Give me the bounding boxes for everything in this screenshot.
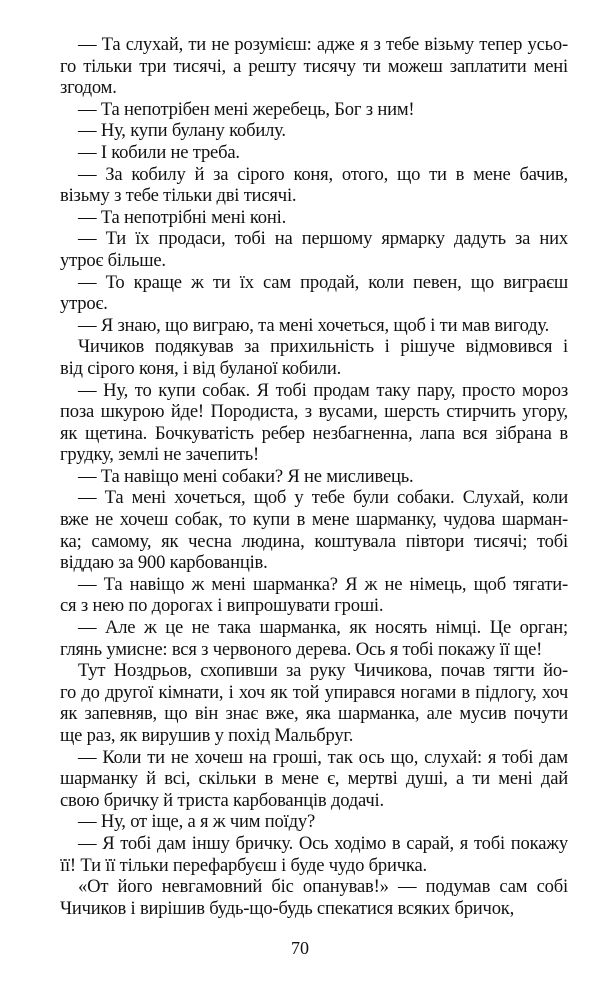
paragraph bbox=[60, 228, 568, 271]
text-line: — Ти їх продаси, тобі на першому ярмарку дадуть за них bbox=[78, 228, 568, 250]
paragraph bbox=[60, 142, 568, 164]
text-line: шарманку й всі, скільки в мене є, мертві душі, а ти мені дай bbox=[60, 768, 568, 790]
text-line: утроє. bbox=[60, 293, 108, 315]
text-line: — І кобили не треба. bbox=[78, 141, 240, 163]
paragraph bbox=[60, 833, 568, 876]
text-line: «От його невгамовний біс опанував!» — подумав сам собі bbox=[78, 876, 568, 898]
text-line: — Та навіщо мені собаки? Я не мисливець. bbox=[78, 465, 414, 487]
paragraph bbox=[60, 120, 568, 142]
paragraph bbox=[60, 99, 568, 121]
paragraph bbox=[60, 164, 568, 207]
paragraph bbox=[60, 272, 568, 315]
text-line: поза шкурою йде! Породиста, з вусами, шерсть стирчить угору, bbox=[60, 401, 568, 423]
text-line: го до другої кімнати, і хоч як той упирався ногами в підлогу, хоч bbox=[60, 681, 568, 703]
text-line: — Та слухай, ти не розумієш: адже я з тебе візьму тепер усьо- bbox=[78, 34, 568, 55]
text-line: від сірого коня, і від буланої кобили. bbox=[60, 357, 342, 379]
paragraph bbox=[60, 574, 568, 617]
paragraph bbox=[60, 207, 568, 229]
text-line: згодом. bbox=[60, 77, 117, 99]
text-line: Чичиков подякував за прихильність і рішуче відмовився і bbox=[78, 336, 568, 358]
paragraph bbox=[60, 876, 568, 919]
text-line: — Та навіщо ж мені шарманка? Я ж не німець, щоб тягати- bbox=[78, 573, 568, 595]
paragraph bbox=[60, 34, 568, 99]
paragraph bbox=[60, 336, 568, 379]
text-line: як запевняв, що він знає вже, яка шарманка, але мусив почути bbox=[60, 703, 568, 725]
page-number: 70 bbox=[291, 938, 309, 958]
text-line: — Ну, то купи собак. Я тобі продам таку пару, просто мороз bbox=[78, 379, 568, 401]
text-line: вже не хочеш собак, то купи в мене шарманку, чудова шарман- bbox=[60, 509, 568, 531]
text-line: — Але ж це не така шарманка, як носять німці. Це орган; bbox=[78, 617, 568, 639]
text-line: віддаю за 900 карбованців. bbox=[60, 552, 268, 574]
text-line: ся з нею по дорогах і випрошувати гроші. bbox=[60, 595, 384, 617]
text-line: — Та непотрібен мені жеребець, Бог з ним! bbox=[78, 98, 415, 120]
text-line: — За кобилу й за сірого коня, отого, що ти в мене бачив, bbox=[78, 163, 568, 185]
text-line: ка; самому, як чесна людина, коштувала півтори тисячі; тобі bbox=[60, 530, 568, 552]
paragraph bbox=[60, 380, 568, 466]
text-line: го тільки три тисячі, а решту тисячу ти можеш заплатити мені bbox=[60, 55, 568, 77]
paragraph bbox=[60, 747, 568, 812]
text-line: — Я знаю, що виграю, та мені хочеться, щоб і ти мав вигоду. bbox=[78, 314, 550, 336]
text-line: — Та мені хочеться, щоб у тебе були собаки. Слухай, коли bbox=[78, 487, 568, 509]
paragraph bbox=[60, 487, 568, 573]
text-line: візьму з тебе тільки дві тисячі. bbox=[60, 185, 297, 207]
text-line: утроє більше. bbox=[60, 249, 166, 271]
text-line: Чичиков і вирішив будь-що-будь спекатися всяких бричок, bbox=[60, 897, 515, 919]
paragraph bbox=[60, 466, 568, 488]
text-line: свою бричку й триста карбованців додачі. bbox=[60, 789, 384, 811]
paragraph bbox=[60, 315, 568, 337]
paragraph bbox=[60, 811, 568, 833]
body-text bbox=[60, 34, 568, 919]
text-line: — Ну, от іще, а я ж чим поїду? bbox=[78, 811, 315, 833]
text-line: Тут Ноздрьов, схопивши за руку Чичикова, почав тягти йо- bbox=[78, 660, 568, 682]
paragraph bbox=[60, 617, 568, 660]
text-line: — Коли ти не хочеш на гроші, так ось що, слухай: я тобі дам bbox=[78, 746, 568, 768]
text-line: грудку, землі не зачепить! bbox=[60, 444, 260, 466]
text-line: — То краще ж ти їх сам продай, коли певен, що виграєш bbox=[78, 271, 568, 293]
text-line: глянь умисне: вся з червоного дерева. Ось я тобі покажу її ще! bbox=[60, 638, 543, 660]
paragraph bbox=[60, 660, 568, 746]
text-line: ще раз, як вирушив у похід Мальбруг. bbox=[60, 725, 354, 746]
text-line: її! Ти її тільки перефарбуєш і буде чудо бричка. bbox=[60, 854, 427, 876]
text-line: — Та непотрібні мені коні. bbox=[78, 206, 287, 228]
text-line: як щетина. Бочкуватість ребер незбагненна, лапа вся зібрана в bbox=[60, 422, 568, 444]
text-line: — Ну, купи булану кобилу. bbox=[78, 120, 286, 142]
text-line: — Я тобі дам іншу бричку. Ось ходімо в сарай, я тобі покажу bbox=[78, 832, 568, 854]
